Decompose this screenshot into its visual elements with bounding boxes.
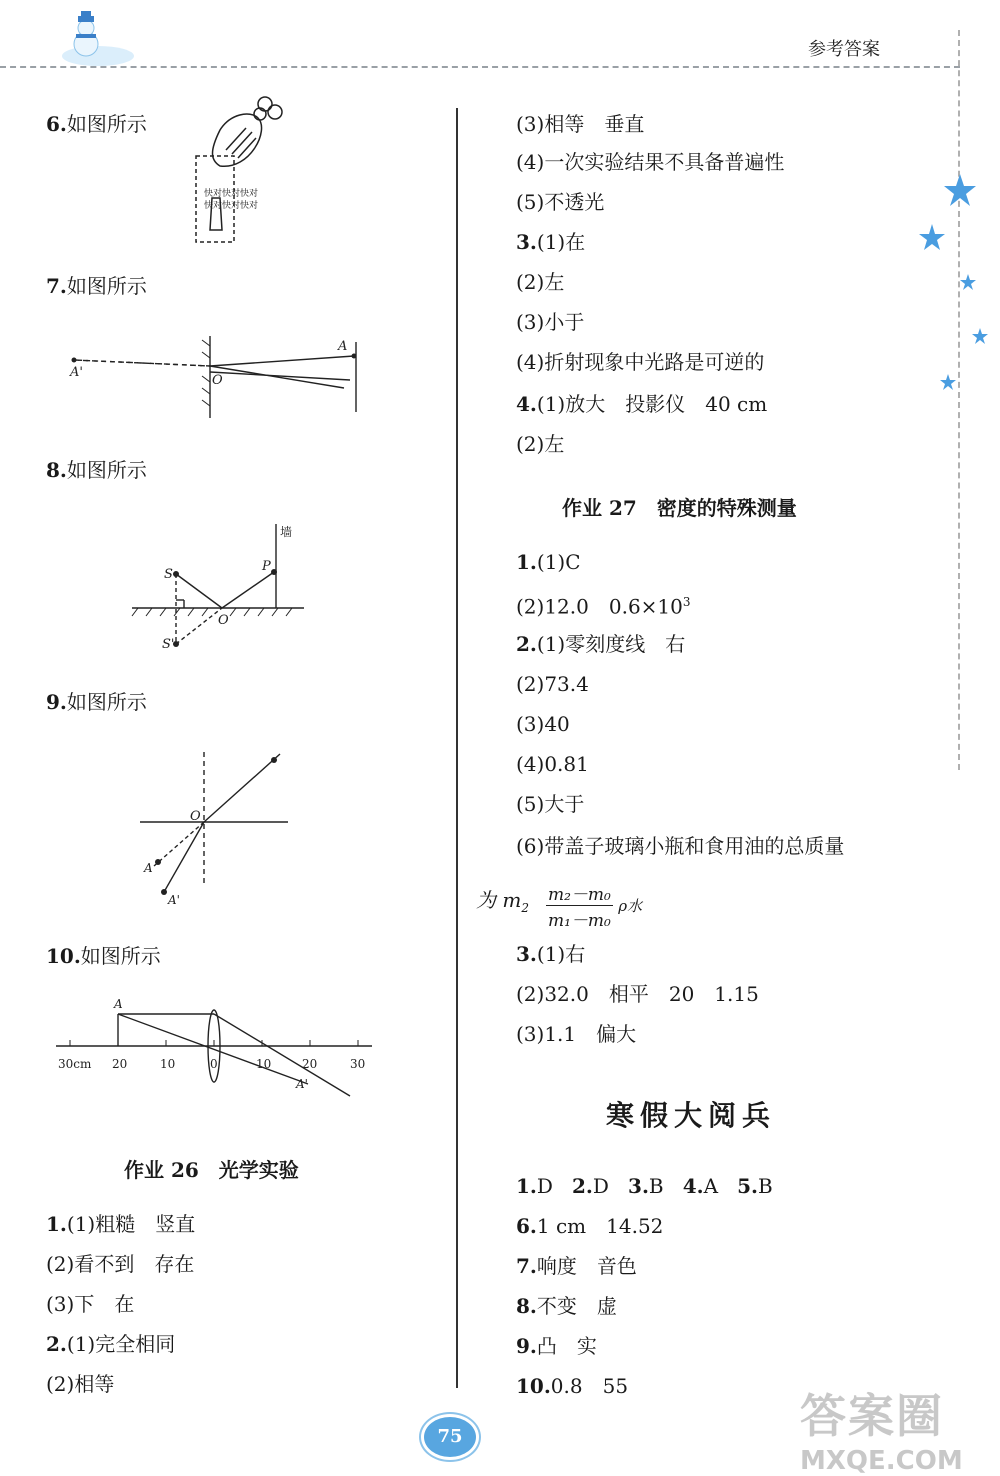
answer-9-label: 9.如图所示 bbox=[46, 690, 147, 714]
svg-text:20: 20 bbox=[112, 1057, 128, 1071]
section-26-title: 作业 26 光学实验 bbox=[124, 1158, 299, 1182]
svg-text:S': S' bbox=[162, 637, 175, 652]
answer-line: 8.不变 虚 bbox=[516, 1294, 617, 1318]
header-divider bbox=[0, 66, 960, 68]
svg-text:30: 30 bbox=[350, 1057, 366, 1071]
snowman-icon bbox=[58, 8, 138, 68]
density-formula: $\frac{\text{m₂－m₀}}{\text{m₁－m₀}}$ ρ水 bbox=[546, 880, 642, 931]
answer-line: 4.(1)放大 投影仪 40 cm bbox=[516, 392, 768, 416]
answer-line: (5)不透光 bbox=[516, 190, 605, 214]
svg-text:30cm: 30cm bbox=[58, 1057, 92, 1071]
svg-text:快对快对快对: 快对快对快对 bbox=[204, 201, 259, 211]
svg-text:P: P bbox=[262, 559, 271, 574]
answer-line: (3)下 在 bbox=[46, 1292, 135, 1316]
answer-line: (2)32.0 相平 20 1.15 bbox=[516, 982, 759, 1006]
answer-line: (2)左 bbox=[516, 432, 565, 456]
answer-continuation: 为 $m_2$ bbox=[476, 888, 529, 915]
svg-text:O: O bbox=[212, 373, 223, 388]
answer-line: 7.响度 音色 bbox=[516, 1254, 637, 1278]
answer-10-label: 10.如图所示 bbox=[46, 944, 161, 968]
section-27-title: 作业 27 密度的特殊测量 bbox=[562, 496, 797, 520]
svg-text:快对快对快对: 快对快对快对 bbox=[204, 189, 259, 199]
figure-7-plane-mirror bbox=[64, 332, 364, 422]
answer-line: (3)1.1 偏大 bbox=[516, 1022, 637, 1046]
svg-text:10: 10 bbox=[256, 1057, 272, 1071]
page-number: 75 bbox=[424, 1417, 476, 1457]
svg-text:A': A' bbox=[168, 893, 180, 907]
answer-line: 1.(1)粗糙 竖直 bbox=[46, 1212, 196, 1236]
svg-text:A': A' bbox=[70, 365, 83, 380]
answer-6-label: 6.如图所示 bbox=[46, 112, 147, 136]
answer-line: (4)一次实验结果不具备普遍性 bbox=[516, 150, 785, 174]
answer-7-label: 7.如图所示 bbox=[46, 274, 147, 298]
svg-text:A: A bbox=[144, 861, 153, 875]
mc-answers-line: 1.D 2.D 3.B 4.A 5.B bbox=[516, 1174, 773, 1198]
figure-9-refraction bbox=[140, 748, 290, 908]
winter-review-title: 寒假大阅兵 bbox=[606, 1099, 777, 1132]
answer-line: 1.(1)C bbox=[516, 550, 581, 574]
stars-decoration bbox=[912, 170, 992, 400]
header-label: 参考答案 bbox=[808, 39, 880, 60]
answer-8-label: 8.如图所示 bbox=[46, 458, 147, 482]
answer-line: (2)12.0 $0.6\times 10^3$ bbox=[516, 594, 691, 619]
answer-line: 3.(1)在 bbox=[516, 230, 586, 254]
svg-text:20: 20 bbox=[302, 1057, 318, 1071]
svg-text:A: A bbox=[114, 997, 123, 1011]
answer-line: 9.凸 实 bbox=[516, 1334, 597, 1358]
svg-text:墙: 墙 bbox=[280, 525, 293, 539]
answer-line: (2)相等 bbox=[46, 1372, 115, 1396]
answer-line: (3)40 bbox=[516, 712, 570, 736]
svg-text:S: S bbox=[164, 567, 173, 582]
answer-line: 2.(1)零刻度线 右 bbox=[516, 632, 686, 656]
answer-line: (2)73.4 bbox=[516, 672, 589, 696]
answer-line: 3.(1)右 bbox=[516, 942, 586, 966]
figure-6-carrot-mirror bbox=[190, 90, 290, 246]
svg-text:O: O bbox=[218, 613, 229, 628]
answer-line: (2)左 bbox=[516, 270, 565, 294]
svg-text:A: A bbox=[338, 339, 348, 354]
svg-text:0: 0 bbox=[210, 1057, 218, 1071]
answer-line: (3)相等 垂直 bbox=[516, 112, 645, 136]
svg-text:A': A' bbox=[296, 1077, 308, 1091]
answer-line: (2)看不到 存在 bbox=[46, 1252, 195, 1276]
figure-10-lens bbox=[56, 996, 376, 1100]
answer-line: 6.1 cm 14.52 bbox=[516, 1214, 664, 1238]
answer-line: (4)0.81 bbox=[516, 752, 589, 776]
figure-8-reflection bbox=[128, 520, 308, 654]
answer-line: (6)带盖子玻璃小瓶和食用油的总质量 bbox=[516, 834, 845, 858]
answer-line: 10.0.8 55 bbox=[516, 1374, 629, 1398]
svg-text:10: 10 bbox=[160, 1057, 176, 1071]
answer-line: (3)小于 bbox=[516, 310, 585, 334]
watermark: 答案圈 MXQE.COM bbox=[800, 1389, 963, 1476]
answer-line: 2.(1)完全相同 bbox=[46, 1332, 176, 1356]
column-separator bbox=[456, 108, 458, 1388]
answer-line: (4)折射现象中光路是可逆的 bbox=[516, 350, 765, 374]
answer-line: (5)大于 bbox=[516, 792, 585, 816]
svg-text:O: O bbox=[190, 809, 201, 824]
